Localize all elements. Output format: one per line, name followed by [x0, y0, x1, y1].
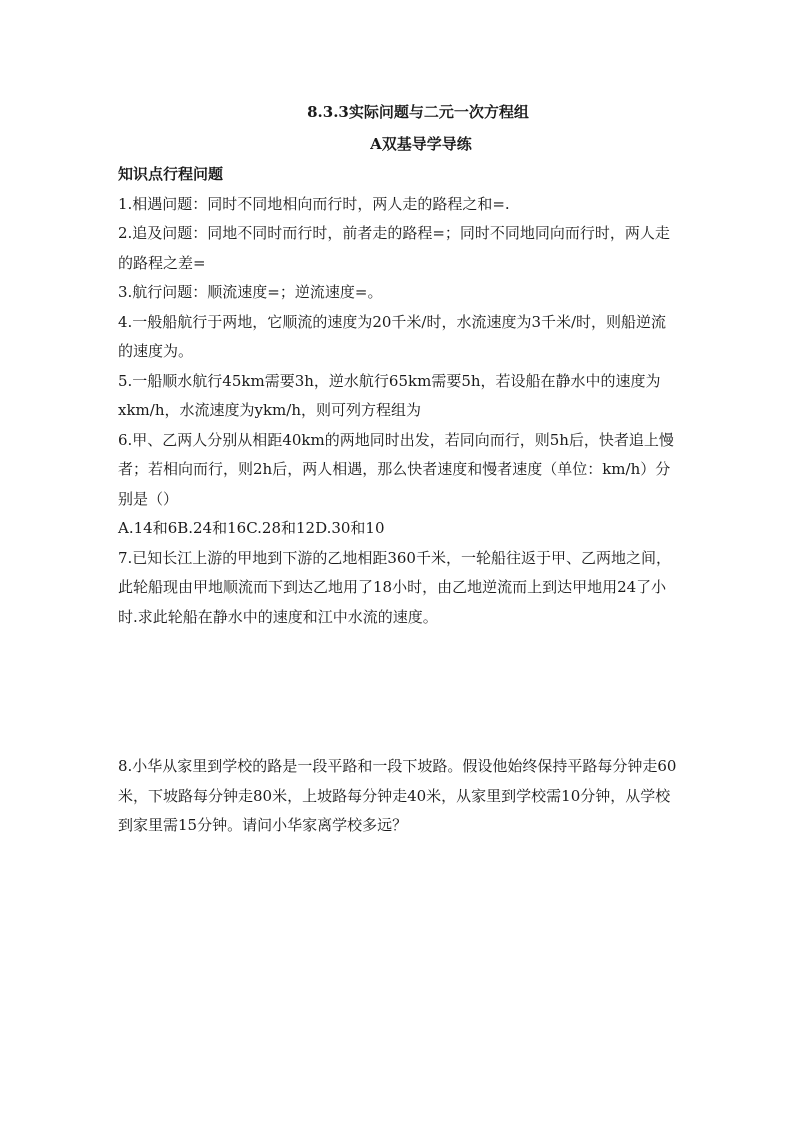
question-7: 7.已知长江上游的甲地到下游的乙地相距360千米，一轮船往返于甲、乙两地之间，此轮船现由甲地顺流而下到达乙地用了18小时，由乙地逆流而上到达甲地用24了小时.求此轮船在静水中的速度和江中水流的速度。 [118, 548, 671, 626]
section-heading: 知识点行程问题 [118, 165, 224, 183]
document-content [118, 160, 678, 841]
question-6-options: A.14和6B.24和16C.28和12D.30和10 [118, 519, 385, 537]
question-6: 6.甲、乙两人分别从相距40km的两地同时出发，若同向而行，则5h后，快者追上慢者；若相向而行，则2h后，两人相遇，那么快者速度和慢者速度（单位：km/h）分别是（） [118, 430, 674, 508]
question-5: 5.一船顺水航行45km需要3h，逆水航行65km需要5h，若设船在静水中的速度为xkm/h，水流速度为ykm/h，则可列方程组为 [118, 371, 661, 419]
question-8: 8.小华从家里到学校的路是一段平路和一段下坡路。假设他始终保持平路每分钟走60米，下坡路每分钟走80米，上坡路每分钟走40米，从家里到学校需10分钟，从学校到家里需15分钟。请问小华家离学校多远？ [118, 757, 677, 834]
question-3: 3.航行问题：顺流速度=；逆流速度=。 [118, 283, 383, 301]
question-2: 2.追及问题：同地不同时而行时，前者走的路程=；同时不同地同向而行时，两人走的路程之差= [118, 224, 670, 272]
document-title: 8.3.3实际问题与二元一次方程组 [307, 103, 529, 121]
question-1: 1.相遇问题：同时不同地相向而行时，两人走的路程之和=. [118, 194, 510, 213]
answer-space [118, 632, 678, 752]
document-subtitle: A双基导学导练 [370, 135, 472, 153]
question-4: 4.一般船航行于两地，它顺流的速度为20千米/时，水流速度为3千米/时，则船逆流的速度为。 [118, 312, 667, 360]
